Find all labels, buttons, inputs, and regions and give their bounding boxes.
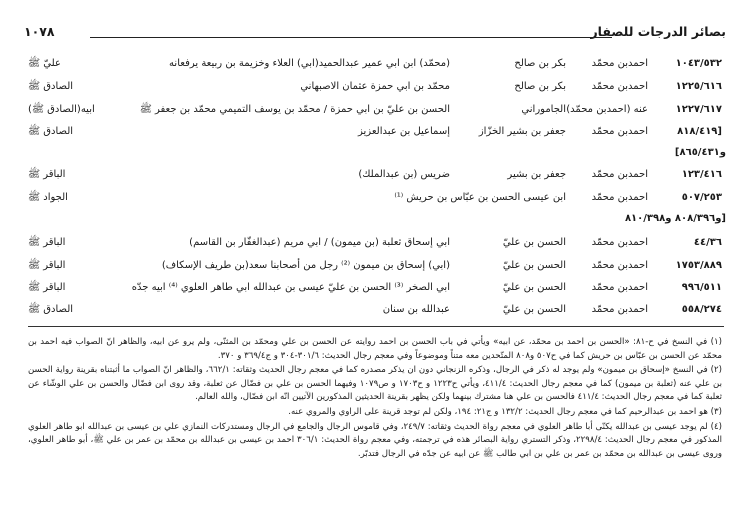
narrator-chain: (محمّد) ابن ابي عمير عبدالحميد(ابي) العلاء وخزيمة بن ربيعة يرفعانه: [169, 58, 450, 69]
narrator-1: احمدبن محمّد: [591, 126, 648, 137]
table-row: [0, 235, 752, 251]
narrator-1: عنه (احمدبن محمّد): [566, 104, 648, 115]
footnote-divider: [28, 326, 724, 327]
hadith-number: ٥٠٧/٢٥٣: [681, 192, 722, 203]
narrator-chain: ابي إسحاق ثعلبة (بن ميمون) / ابي مريم (عبدالغفّار بن القاسم): [189, 237, 450, 248]
footnotes: [28, 336, 722, 462]
cross-reference: و٨٦٥/٤٣١]: [674, 147, 726, 158]
narrator-2: الحسن بن عليّ: [502, 237, 566, 248]
narrator-2: الحسن بن عليّ: [502, 282, 566, 293]
table-row: [0, 167, 752, 183]
narrator-2: ابن عيسى الحسن بن عبّاس بن حريش ⁽¹⁾: [394, 192, 566, 203]
imam: الجواد ﷺ: [28, 192, 68, 203]
table-row: [0, 102, 752, 118]
table-row: [0, 280, 752, 296]
table-row: [0, 302, 752, 318]
header-rule: [90, 37, 612, 38]
hadith-number: ١٧٥٣/٨٨٩: [675, 260, 722, 271]
narrator-1: احمدبن محمّد: [591, 58, 648, 69]
narrator-chain: الحسن بن عليّ بن ابي حمزة / محمّد بن يوسف التميمي محمّد بن جعفر ﷺ: [139, 104, 450, 115]
narrator-chain: إسماعيل بن عبدالعزيز: [358, 126, 450, 137]
hadith-number: ١٢٢٧/٦١٧: [675, 104, 722, 115]
cross-reference: [و٨٠٨/٣٩٦ و٨١٠/٣٩٨: [624, 213, 726, 224]
narrator-1: احمدبن محمّد: [591, 169, 648, 180]
imam: الباقر ﷺ: [28, 282, 66, 293]
imam: الصادق ﷺ: [28, 126, 74, 137]
narrator-1: احمدبن محمّد: [591, 304, 648, 315]
narrator-chain: (ابي) إسحاق بن ميمون ⁽²⁾ رجل من أصحابنا سعد(بن طريف الإسكاف): [161, 260, 450, 271]
narrator-2: جعفر بن بشير الخزّاز: [478, 126, 566, 137]
footnote-3: (٣) هو احمد بن عبدالرحيم كما في معجم رجال الحديث: ١٣٢/٢ و ج٢١: ١٩٤، ولكن لم توجد قرينة على الراوي والمروي عنه.: [288, 406, 722, 417]
narrator-chain: محمّد بن ابي حمزة عثمان الاصبهاني: [300, 81, 450, 92]
table-row: [0, 124, 752, 140]
hadith-number: ٩٩٦/٥١١: [681, 282, 722, 293]
imam: الباقر ﷺ: [28, 169, 66, 180]
imam: الباقر ﷺ: [28, 237, 66, 248]
narrator-2: الحسن بن عليّ: [502, 260, 566, 271]
narrator-1: احمدبن محمّد: [591, 237, 648, 248]
table-row: [0, 258, 752, 274]
running-title: بصائر الدرجات للصفار: [590, 24, 726, 39]
imam: الصادق ﷺ: [28, 81, 74, 92]
hadith-number: [٨١٨/٤١٩: [677, 126, 722, 137]
narrator-2: بكر بن صالح: [514, 58, 566, 69]
narrator-1: احمدبن محمّد: [591, 260, 648, 271]
footnote-4: (٤) لم يوجد عيسى بن عبدالله يكنّى أبا طاهر العلوي في معجم رواة الحديث وثقاته: ٢٤٩/٧، وفي قاموس الرجال والجامع في الرجال ومستدركات النمازي علي بن عيسى بن عبدالله ابو طاهر العلوي المذكور في معجم رجال الحديث: ٢٢٩٨/٤، وذكر التستري رواية البصائر هذه في ترجمته، وفي معجم رواة الحديث: ٣٠٦/١ احمد بن عيسى بن عبدالله بن محمّد بن عمر بن علي ﷺ، أبو طاهر العلوي، وروى عيسى بن عبدالله بن محمّد بن عمر بن علي بن ابي طالب ﷺ عن ابيه عن جدّه في الرجال فتدبّر.: [28, 421, 722, 459]
narrator-2: جعفر بن بشير: [507, 169, 566, 180]
hadith-number: ٤٤/٣٦: [693, 237, 722, 248]
table-row: [0, 190, 752, 206]
hadith-number: ١٠٤٣/٥٣٢: [675, 58, 722, 69]
table-row: [0, 56, 752, 72]
narrator-chain: ضريس (بن عبدالملك): [358, 169, 450, 180]
narrator-1: احمدبن محمّد: [591, 192, 648, 203]
narrator-2: الجاموراني: [521, 104, 566, 115]
page-number: ١٠٧٨: [24, 24, 55, 39]
narrator-1: احمدبن محمّد: [591, 282, 648, 293]
hadith-number: ١٢٣/٤١٦: [681, 169, 722, 180]
imam: ابيه(الصادق ﷺ): [28, 104, 95, 115]
footnote-1: (١) في النسخ في ح-٨١: «الحسن بن احمد بن محمّد، عن ابيه» ويأتي في باب الحسن بن احمد روايته عن الحسن بن علي ومحمّد بن المثنّى، ولم يرو عن ابيه، والظاهر انّ الصواب فيه احمد بن محمّد عن الحسن بن عبّاس بن حريش كما في ح٥٠٧ و٨٠٨ المتّحدين معه متناً وموضوعاً وفي معجم رجال الحديث: ٣٠١/٦-٣٠٤ و ج٣٦٩/٤ و ٣٧٠.: [28, 337, 722, 361]
footnote-2: (٢) في النسخ «إسحاق بن ميمون» ولم يوجد له ذكر في الرجال، وذكره الزنجاني دون ان يذكر مصدره كما في معجم رجال الحديث وثقاته: ٦٦٢/١، والظاهر انّ الصواب ما أثبتناه بقرينة رواية الحسن بن علي عنه (ثعلبة بن ميمون) كما في معجم رجال الحديث: ٤١١/٤، ويأتي ح١٢٢٣ و ح١٧٠٣ و ص١٠٧٩ وفيهما الحسن بن علي بن فضّال عن ثعلبة، وقد روى ابن فضّال والحسن بن علي الوشّاء عن ثعلبة كما في معجم رجال الحديث: ٤١١/٤ فالحسن بن علي هنا مشترك بينهما ولكن يظهر بقرينة الحديثين المذكورين الآتيين انّه ابن فضّال، والله العالم.: [28, 365, 722, 403]
narrator-2: بكر بن صالح: [514, 81, 566, 92]
imam: الصادق ﷺ: [28, 304, 74, 315]
hadith-number: ١٢٢٥/٦١٦: [675, 81, 722, 92]
narrator-chain: ابي الصخر ⁽³⁾ الحسن بن عليّ عيسى بن عبدالله ابي طاهر العلوي ⁽⁴⁾ ابيه جدّه: [131, 282, 450, 293]
table-row: [0, 79, 752, 95]
narrator-chain: عبدالله بن سنان: [382, 304, 450, 315]
imam: عليّ ﷺ: [28, 58, 61, 69]
narrator-2: الحسن بن عليّ: [502, 304, 566, 315]
imam: الباقر ﷺ: [28, 260, 66, 271]
narrator-1: احمدبن محمّد: [591, 81, 648, 92]
hadith-number: ٥٥٨/٢٧٤: [681, 304, 722, 315]
